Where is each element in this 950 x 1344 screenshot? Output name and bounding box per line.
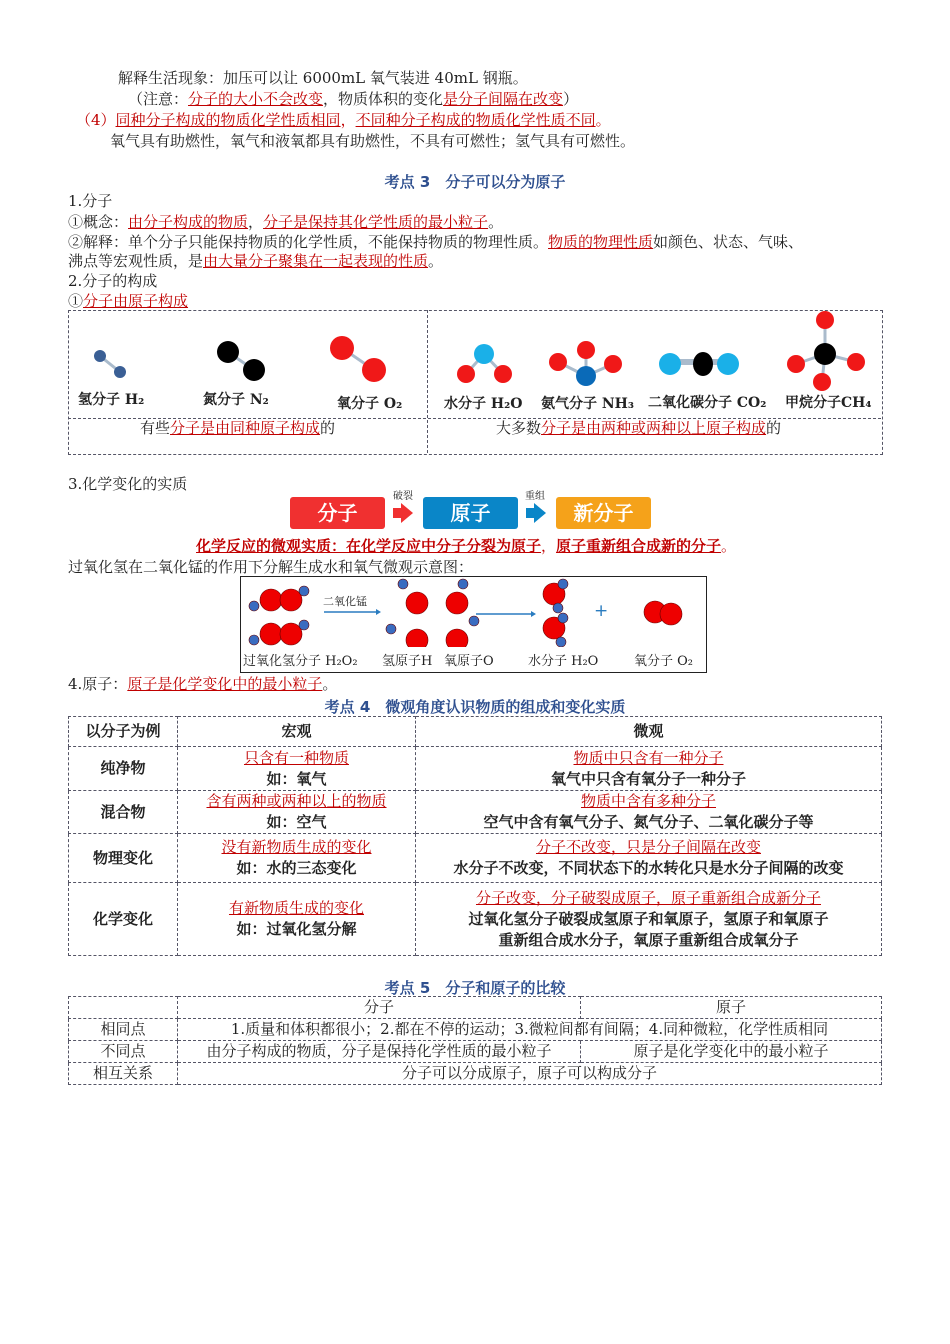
cell: 原子是化学变化中的最小粒子 [581,1041,882,1063]
para [68,232,803,252]
table-row [69,1041,882,1063]
text: ②解释：单个分子只能保持物质的化学性质，不能保持物质的物理性质。 [68,233,549,251]
arrow-icon [526,508,534,518]
key-point-text: 分子的大小不会改变 [188,90,324,108]
para [68,271,157,291]
micro-example: 重新组合成水分子，氧原子重新组合成氧分子 [498,930,799,949]
row-label: 纯净物 [69,747,178,791]
text: 如颜色、状态、气味、 [653,233,804,251]
label-co2: 二氧化碳分子 CO₂ [648,395,767,411]
text: 。 [322,675,338,693]
text: 2.分子的构成 [68,272,158,290]
micro-example: 过氧化氢分子破裂成氢原子和氧原子，氢原子和氧原子 [468,909,829,928]
intro-line-1 [118,68,528,88]
molecule-atom-comparison-table [68,996,882,1085]
key-point-text: 分子由原子构成 [83,292,189,310]
key-point-text: 是分子间隔在改变 [443,90,564,108]
para [68,474,187,494]
text: 的 [766,419,782,437]
label-h2o: 水分子 H₂O [444,396,523,412]
text: ） [563,90,579,108]
table-row [69,883,882,956]
diagram-label-o: 氧原子O [444,654,494,669]
micro-key: 分子不改变，只是分子间隔在改变 [535,838,761,856]
catalyst-label: 二氧化锰 [323,595,367,608]
para [68,191,112,211]
arrow-icon [534,503,546,523]
header-cell: 原子 [581,997,882,1019]
macro-key: 没有新物质生成的变化 [221,838,372,856]
table-row [69,747,882,791]
table-row [69,1019,882,1041]
text: 过氧化氢在二氧化锰的作用下分解生成水和氧气微观示意图： [68,558,474,576]
key-point-text: 由分子构成的物质 [128,213,249,231]
micro-example: 空气中含有氧气分子、氮气分子、二氧化碳分子等 [483,813,814,831]
cell: 1.质量和体积都很小；2.都在不停的运动；3.微粒间都有间隔；4.同种微粒，化学性质相同 [178,1019,882,1041]
para [68,212,503,232]
key-point-text: 分子是由两种或两种以上原子构成 [541,419,767,437]
flow-label-break: 破裂 [393,491,413,502]
text: ，物质体积的变化 [323,90,444,108]
macro-key: 含有两种或两种以上的物质 [206,792,387,810]
text: 1.分子 [68,192,113,210]
text: ， [248,213,264,231]
diagram-label-water: 水分子 H₂O [528,654,599,669]
label-o2: 氧分子 O₂ [337,396,403,412]
text: 3.化学变化的实质 [68,475,188,493]
flow-box-molecule: 分子 [290,497,385,529]
para [68,251,443,271]
text: ， [340,111,356,129]
diagram-label-h: 氢原子H [382,654,433,669]
row-label: 不同点 [69,1041,178,1063]
label-nh3: 氨气分子 NH₃ [541,396,635,412]
section-heading-5: 考点 5 分子和原子的比较 [384,979,566,997]
key-point-text: 分子是由同种原子构成 [170,419,321,437]
header-cell: 以分子为例 [69,717,178,747]
label-n2: 氮分子 N₂ [203,392,269,408]
macro-example: 如：过氧化氢分解 [236,920,357,938]
text: 。 [488,213,504,231]
text: 氧气具有助燃性，氧气和液氧都具有助燃性，不具有可燃性；氢气具有可燃性。 [110,132,636,150]
cell: 分子可以分成原子，原子可以构成分子 [178,1063,882,1085]
para [68,291,188,311]
plus-sign: + [594,601,609,621]
micro-macro-table [68,716,882,956]
text: 的 [320,419,336,437]
micro-key: 物质中含有多种分子 [580,792,716,810]
label-ch4: 甲烷分子CH₄ [785,395,872,411]
key-point-text: 分子是保持其化学性质的最小粒子 [263,213,489,231]
key-point-text: 同种分子构成的物质化学性质相同 [115,111,341,129]
reaction-diagram-atoms [241,577,705,647]
macro-key: 只含有一种物质 [243,748,349,767]
row-label: 化学变化 [69,883,178,956]
section-heading-3: 考点 3 分子可以分为原子 [384,173,566,191]
header-cell: 微观 [416,717,882,747]
arrow-icon [393,508,401,518]
text: 有些 [140,419,171,437]
key-point-text: 不同种分子构成的物质化学性质不同 [355,111,596,129]
text: 沸点等宏观性质，是 [68,252,204,270]
section-heading-4: 考点 4 微观角度认识物质的组成和变化实质 [324,698,626,716]
cell: 由分子构成的物质，分子是保持化学性质的最小粒子 [178,1041,581,1063]
key-point-text: 化学反应的微观实质：在化学反应中分子分裂为原子 [196,537,542,555]
text: ， [541,537,557,555]
text: 。 [428,252,444,270]
key-point-text: 物质的物理性质 [548,233,654,251]
caption-right [496,418,781,438]
key-point-text: 由大量分子聚集在一起表现的性质 [203,252,429,270]
macro-example: 如：水的三态变化 [236,859,357,877]
key-point-text: 原子重新组合成新的分子 [556,537,722,555]
text: 。 [595,111,611,129]
key-point-text: 原子是化学变化中的最小粒子 [127,675,323,693]
table-row [69,1063,882,1085]
row-label: 相同点 [69,1019,178,1041]
row-label: 物理变化 [69,834,178,883]
text: 大多数 [496,419,542,437]
caption-left [140,418,335,438]
row-label: 相互关系 [69,1063,178,1085]
micro-example: 氧气中只含有氧分子一种分子 [550,769,746,788]
text: 解释生活现象：加压可以让 6000mL 氧气装进 40mL 钢瓶。 [118,69,528,87]
para [68,674,337,694]
macro-example: 如：氧气 [266,769,327,788]
text: （注意： [128,90,189,108]
micro-example: 水分子不改变，不同状态下的水转化只是水分子间隔的改变 [453,859,844,877]
text: ① [68,292,84,310]
micro-key: 物质中只含有一种分子 [573,748,724,767]
micro-key: 分子改变，分子破裂成原子，原子重新组合成新分子 [475,888,821,907]
table-row [69,834,882,883]
row-label: 混合物 [69,791,178,834]
flow-box-atom: 原子 [423,497,518,529]
text: 4.原子： [68,675,128,693]
header-cell: 宏观 [178,717,416,747]
diagram-label-oxygen: 氧分子 O₂ [634,654,694,669]
macro-example: 如：空气 [266,813,327,831]
text: （4） [76,111,116,129]
intro-point-4 [76,110,611,130]
para [68,557,473,577]
flow-label-recombine: 重组 [525,491,545,502]
arrow-icon [401,503,413,523]
header-cell [69,997,178,1019]
table-row [69,791,882,834]
diagram-label-h2o2: 过氧化氢分子 H₂O₂ [243,654,358,669]
header-cell: 分子 [178,997,581,1019]
text: ①概念： [68,213,129,231]
intro-line-4 [110,131,635,151]
reaction-essence [196,536,736,556]
intro-note [128,89,578,109]
flow-box-new-molecule: 新分子 [556,497,651,529]
macro-key: 有新物质生成的变化 [228,899,364,917]
text: 。 [721,537,737,555]
label-h2: 氢分子 H₂ [78,392,145,408]
